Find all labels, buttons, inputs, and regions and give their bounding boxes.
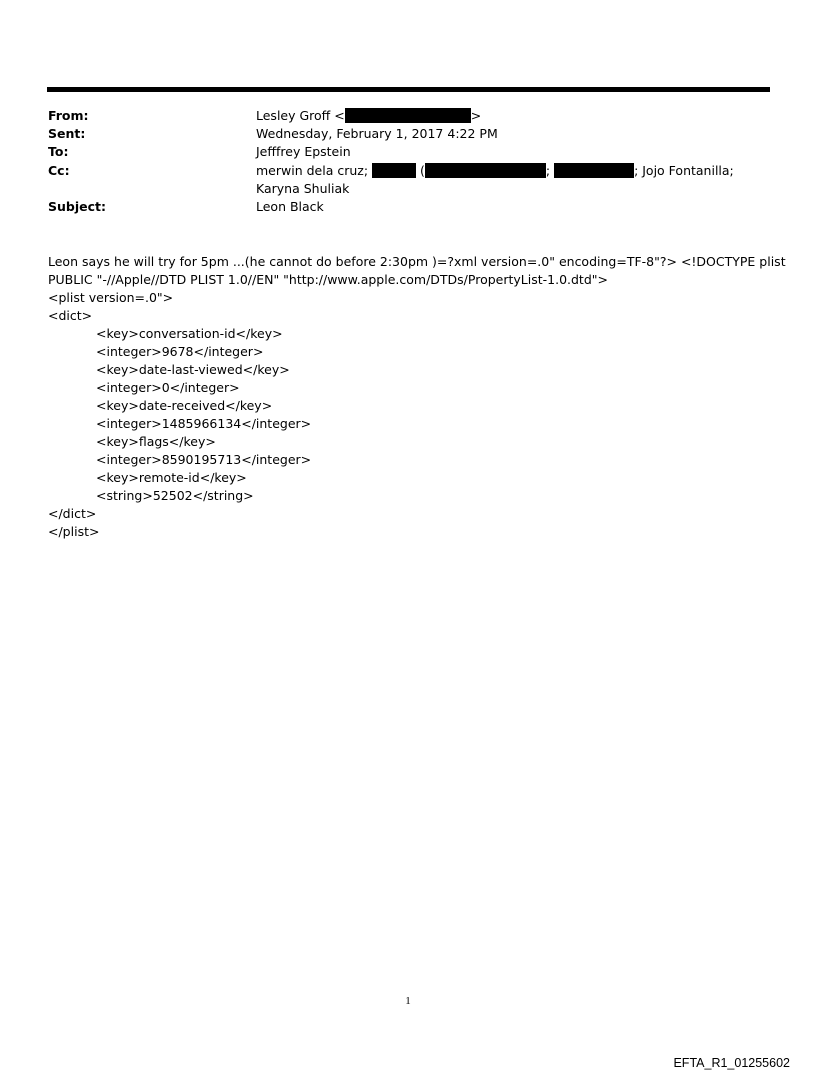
dict-line: <key>date-last-viewed</key>	[96, 362, 290, 377]
dict-line: <integer>1485966134</integer>	[96, 416, 312, 431]
body-line: Leon says he will try for 5pm ...(he cannot do before 2:30pm )=?xml version=.0" encoding=TF-8"?> <!DOCTYPE plist	[48, 254, 786, 269]
redaction-box	[345, 108, 471, 123]
dict-line: <key>date-received</key>	[96, 398, 273, 413]
dict-line: <string>52502</string>	[96, 488, 254, 503]
sent-value: Wednesday, February 1, 2017 4:22 PM	[256, 126, 498, 142]
body-line: <plist version=.0">	[48, 290, 174, 305]
redaction-box	[425, 163, 546, 178]
dict-line: <integer>9678</integer>	[96, 344, 264, 359]
subject-value: Leon Black	[256, 199, 324, 215]
body-line: PUBLIC "-//Apple//DTD PLIST 1.0//EN" "http://www.apple.com/DTDs/PropertyList-1.0.dtd">	[48, 272, 608, 287]
body-line: </dict>	[48, 506, 97, 521]
page-number: 1	[405, 995, 411, 1007]
subject-label: Subject:	[48, 199, 106, 215]
email-body	[48, 253, 786, 541]
cc-row	[48, 162, 773, 198]
sent-row	[48, 125, 773, 143]
cc-label: Cc:	[48, 162, 70, 178]
from-value	[256, 107, 773, 125]
cc-value	[256, 162, 773, 198]
redaction-box	[554, 163, 634, 178]
dict-line: <key>flags</key>	[96, 434, 216, 449]
body-line: <dict>	[48, 308, 93, 323]
to-row	[48, 143, 773, 161]
cc-part: (	[416, 162, 425, 178]
dict-line: <key>conversation-id</key>	[96, 326, 283, 341]
email-header	[48, 107, 773, 216]
cc-part: ;	[545, 162, 555, 178]
from-close: >	[470, 108, 482, 123]
dict-line: <integer>8590195713</integer>	[96, 452, 312, 467]
from-name: Lesley Groff <	[256, 108, 345, 123]
document-id: EFTA_R1_01255602	[673, 1056, 790, 1070]
body-line: </plist>	[48, 524, 100, 539]
from-label: From:	[48, 108, 89, 123]
from-row	[48, 107, 773, 125]
redaction-box	[372, 163, 416, 178]
sent-label: Sent:	[48, 126, 86, 142]
to-label: To:	[48, 144, 69, 160]
cc-part: ; Jojo Fontanilla; Karyna Shuliak	[256, 162, 734, 196]
dict-line: <key>remote-id</key>	[96, 470, 247, 485]
dict-line: <integer>0</integer>	[96, 380, 240, 395]
to-value: Jefffrey Epstein	[256, 144, 351, 160]
cc-part: merwin dela cruz;	[256, 162, 373, 178]
header-divider	[47, 87, 770, 92]
subject-row	[48, 198, 773, 216]
